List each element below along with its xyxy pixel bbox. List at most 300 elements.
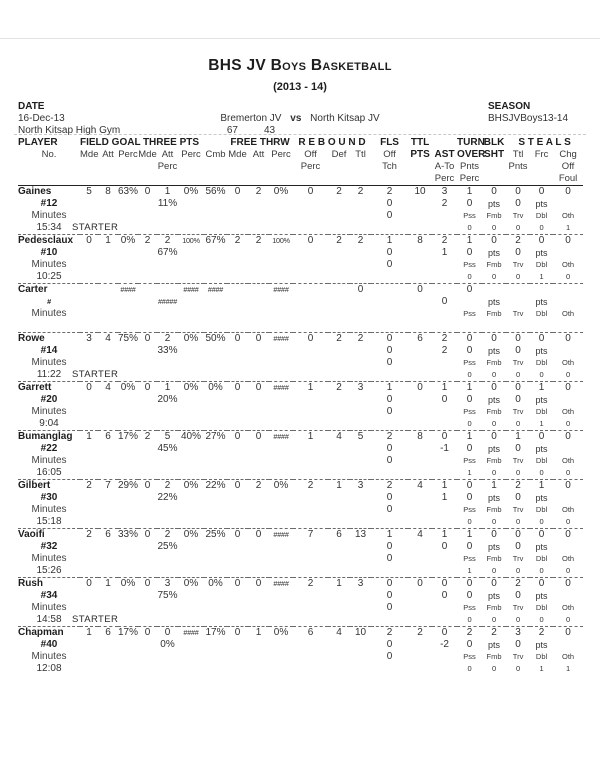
empty-cell: [269, 443, 293, 455]
turnover-type-value: 1: [539, 664, 544, 673]
empty-cell: [138, 369, 157, 382]
empty-cell: [350, 467, 371, 480]
home-score: 67: [226, 125, 238, 136]
empty-cell: [553, 639, 583, 651]
empty-cell: [118, 198, 138, 210]
turnover-type-value: 1: [467, 566, 472, 575]
stat-cell: 1: [457, 529, 482, 542]
stat-cell: 0: [138, 186, 157, 199]
pts-label: pts: [535, 493, 548, 503]
empty-cell: [204, 541, 227, 553]
stat-cell: 0: [457, 578, 482, 591]
empty-cell: [118, 271, 138, 284]
header-row: [18, 149, 583, 161]
empty-cell: [328, 651, 350, 663]
stat-cell: ####: [269, 284, 293, 297]
empty-cell: [178, 345, 204, 357]
stat-cell: 2: [293, 578, 328, 591]
page-title: BHS JV Boys Basketball: [208, 57, 392, 74]
stat-cell: 0%: [178, 186, 204, 199]
empty-cell: [506, 284, 530, 297]
empty-cell: [350, 308, 371, 320]
venue: North Kitsap High Gym: [18, 125, 121, 136]
empty-cell: [204, 406, 227, 418]
empty-cell: [227, 565, 248, 578]
empty-cell: [328, 271, 350, 284]
fouls-tch: 0: [386, 504, 393, 515]
turnover-type-value: 0: [467, 419, 472, 428]
player-row: [18, 565, 583, 578]
player-row: [18, 235, 583, 248]
pts-label: pts: [488, 542, 501, 552]
stat-cell: 29%: [118, 480, 139, 491]
empty-cell: [80, 541, 98, 553]
stat-cell: 1: [530, 480, 553, 493]
empty-cell: [178, 308, 204, 320]
empty-cell: [80, 345, 98, 357]
ast-to: 0: [441, 394, 448, 405]
player-row: [18, 247, 583, 259]
empty-cell: [227, 284, 248, 297]
header-cell: Perc: [181, 149, 201, 160]
empty-cell: [138, 541, 157, 553]
turnover-type-value: 0: [467, 272, 472, 281]
turnover-type-value: 0: [565, 566, 571, 575]
stat-cell: 0: [227, 529, 248, 542]
player-row: [18, 504, 583, 516]
empty-cell: [371, 271, 408, 284]
vs-label: vs: [290, 113, 302, 124]
player-row: [18, 651, 583, 663]
empty-cell: [248, 271, 269, 284]
stat-cell: 0: [482, 578, 506, 591]
empty-cell: [227, 418, 248, 431]
empty-cell: [138, 455, 157, 467]
stat-cell: 1: [457, 186, 482, 199]
stat-cell: 0: [138, 382, 157, 395]
stat-cell: 3: [80, 333, 98, 346]
empty-cell: [248, 284, 269, 297]
empty-cell: [506, 296, 530, 308]
empty-cell: [269, 394, 293, 406]
empty-cell: [328, 614, 350, 627]
stat-cell: 0: [138, 627, 157, 640]
minutes-label: Minutes: [31, 259, 67, 270]
stat-cell: 0: [293, 333, 328, 346]
stat-cell: 0: [553, 480, 583, 493]
empty-cell: [118, 320, 138, 333]
stat-cell: 2: [227, 235, 248, 248]
empty-cell: [98, 516, 118, 529]
empty-cell: [118, 394, 138, 406]
fouls-off: 0: [386, 198, 393, 209]
empty-cell: [269, 492, 293, 504]
starter-badge: STARTER: [72, 614, 119, 625]
stat-cell: 5: [157, 431, 178, 444]
empty-cell: [138, 394, 157, 406]
empty-cell: [482, 320, 506, 333]
empty-cell: [80, 467, 98, 480]
empty-cell: [328, 455, 350, 467]
header-cell: THREE PTS: [142, 137, 200, 148]
empty-cell: [328, 161, 350, 173]
stat-cell: 0: [530, 186, 553, 199]
player-row: [18, 627, 583, 640]
empty-cell: [328, 308, 350, 320]
empty-cell: [293, 467, 328, 480]
stat-cell: 0: [371, 578, 408, 591]
stat-cell: 2: [80, 480, 98, 493]
pts-label: pts: [488, 297, 501, 307]
pts-label: pts: [488, 248, 501, 258]
empty-cell: [138, 467, 157, 480]
empty-cell: [293, 516, 328, 529]
turnover-type-value: 0: [491, 223, 497, 232]
stat-cell: 5: [350, 431, 371, 444]
empty-cell: [80, 173, 98, 186]
player-name: Pedesclaux: [18, 235, 80, 248]
pts-label: pts: [535, 199, 548, 209]
empty-cell: [432, 369, 457, 382]
empty-cell: [408, 222, 432, 235]
player-row: [18, 663, 583, 675]
header-cell: A-To: [434, 161, 455, 172]
empty-cell: [80, 284, 98, 297]
empty-cell: [408, 271, 432, 284]
stat-cell: 33%: [118, 529, 139, 540]
header-cell: Mde: [80, 149, 99, 160]
player-name: Gilbert: [18, 480, 80, 493]
away-team: North Kitsap JV: [310, 113, 380, 124]
empty-cell: [227, 394, 248, 406]
empty-cell: [408, 602, 432, 614]
empty-cell: [248, 553, 269, 565]
date-value: 16-Dec-13: [18, 113, 65, 124]
matchup-line: [150, 113, 450, 136]
empty-cell: [80, 504, 98, 516]
turnover-points: 0: [466, 247, 473, 258]
empty-cell: [227, 504, 248, 516]
stat-cell: 2: [482, 627, 506, 640]
empty-cell: [553, 541, 583, 553]
empty-cell: [138, 663, 157, 675]
stat-cell: ####: [118, 284, 138, 297]
empty-cell: [248, 222, 269, 235]
stat-cell: ####: [269, 382, 293, 395]
stat-cell: 0: [506, 333, 530, 346]
turnover-type-label: Fmb: [486, 358, 502, 367]
empty-cell: [204, 492, 227, 504]
turnover-type-label: Oth: [562, 309, 575, 318]
empty-cell: [204, 590, 227, 602]
minutes-label: Minutes: [31, 455, 67, 466]
empty-cell: [350, 663, 371, 675]
empty-cell: [408, 247, 432, 259]
stat-cell: 2: [432, 235, 457, 248]
turnover-type-label: Trv: [512, 358, 524, 367]
empty-cell: [118, 590, 138, 602]
fouls-tch: 0: [386, 455, 393, 466]
player-name: Garrett: [18, 382, 80, 395]
three-att-perc: 75%: [157, 590, 178, 601]
empty-cell: [157, 271, 178, 284]
stat-cell: 3: [157, 578, 178, 591]
stat-cell: ####: [269, 578, 293, 591]
empty-cell: [138, 284, 157, 297]
stat-cell: 0: [227, 431, 248, 444]
empty-cell: [269, 455, 293, 467]
empty-cell: [178, 443, 204, 455]
empty-cell: [293, 198, 328, 210]
empty-cell: [269, 651, 293, 663]
empty-cell: [138, 565, 157, 578]
empty-cell: [482, 161, 506, 173]
turnover-points: 0: [466, 394, 473, 405]
pts-label: pts: [488, 346, 501, 356]
empty-cell: [350, 602, 371, 614]
stat-cell: 1: [530, 382, 553, 395]
empty-cell: [118, 492, 138, 504]
turnover-type-label: Dbl: [535, 358, 548, 367]
empty-cell: [371, 418, 408, 431]
empty-cell: [269, 639, 293, 651]
pts-label: pts: [535, 542, 548, 552]
empty-cell: [350, 357, 371, 369]
stat-cell: 3: [350, 578, 371, 591]
empty-cell: [248, 504, 269, 516]
empty-cell: [432, 418, 457, 431]
date-block: [18, 101, 120, 137]
empty-cell: [118, 553, 138, 565]
empty-cell: [227, 590, 248, 602]
header-cell: Att: [161, 149, 174, 160]
empty-cell: [80, 357, 98, 369]
player-row: [18, 320, 583, 333]
empty-cell: [269, 602, 293, 614]
empty-cell: [178, 418, 204, 431]
empty-cell: [118, 296, 138, 308]
fouls-off: 0: [386, 590, 393, 601]
empty-cell: [118, 161, 138, 173]
empty-cell: [293, 590, 328, 602]
player-row: [18, 394, 583, 406]
fouls-off: 0: [386, 443, 393, 454]
stat-cell: 17%: [118, 431, 139, 442]
turnover-type-value: 0: [491, 272, 497, 281]
stat-cell: 10: [408, 186, 432, 199]
stat-cell: 0: [530, 431, 553, 444]
stat-cell: 0%: [178, 480, 204, 493]
stat-cell: 4: [328, 627, 350, 640]
stat-cell: 1: [457, 431, 482, 444]
player-row: [18, 357, 583, 369]
stat-cell: 2: [328, 382, 350, 395]
empty-cell: [178, 198, 204, 210]
fouls-tch: 0: [386, 602, 393, 613]
empty-cell: [432, 467, 457, 480]
empty-cell: [408, 296, 432, 308]
stat-cell: 1: [157, 382, 178, 395]
empty-cell: [204, 651, 227, 663]
empty-cell: [80, 455, 98, 467]
stat-cell: 2: [157, 235, 178, 248]
turnover-type-label: Dbl: [535, 505, 548, 514]
home-team: Bremerton JV: [220, 113, 282, 124]
empty-cell: [328, 541, 350, 553]
empty-cell: [98, 541, 118, 553]
empty-cell: [328, 504, 350, 516]
empty-cell: [80, 565, 98, 578]
stat-cell: 0: [553, 431, 583, 444]
empty-cell: [80, 308, 98, 320]
header-cell: TTL: [410, 137, 430, 148]
empty-cell: [204, 198, 227, 210]
player-row: [18, 382, 583, 395]
empty-cell: [553, 443, 583, 455]
stat-cell: 0: [530, 333, 553, 346]
empty-cell: [293, 210, 328, 222]
player-name: Gaines: [18, 186, 80, 199]
empty-cell: [269, 161, 293, 173]
steal-points: 0: [515, 639, 521, 650]
empty-cell: [432, 259, 457, 271]
stat-cell: 8: [408, 235, 432, 248]
stat-cell: 67%: [205, 235, 226, 246]
empty-cell: [98, 455, 118, 467]
empty-cell: [178, 222, 204, 235]
empty-cell: [328, 296, 350, 308]
empty-cell: [248, 259, 269, 271]
stat-cell: 1: [293, 382, 328, 395]
empty-cell: [178, 492, 204, 504]
stat-cell: 1: [506, 431, 530, 444]
turnover-type-label: Oth: [562, 407, 575, 416]
player-name: Rowe: [18, 333, 80, 346]
empty-cell: [204, 271, 227, 284]
header-row: [18, 161, 583, 173]
stat-cell: 2: [157, 333, 178, 346]
season-label: SEASON: [488, 101, 531, 112]
empty-cell: [269, 614, 293, 627]
minutes-label: Minutes: [31, 553, 67, 564]
empty-cell: [98, 284, 118, 297]
stat-cell: 1: [98, 235, 118, 248]
stat-cell: 2: [248, 186, 269, 199]
stat-cell: 0: [248, 578, 269, 591]
stat-cell: 1: [371, 382, 408, 395]
empty-cell: [408, 210, 432, 222]
empty-cell: [293, 663, 328, 675]
empty-cell: [350, 320, 371, 333]
turnover-type-value: 1: [565, 664, 571, 673]
empty-cell: [248, 590, 269, 602]
stat-cell: 0: [227, 382, 248, 395]
ast-to: 2: [441, 198, 448, 209]
empty-cell: [350, 369, 371, 382]
empty-cell: [269, 247, 293, 259]
empty-cell: [432, 271, 457, 284]
empty-cell: [157, 369, 178, 382]
player-row: [18, 198, 583, 210]
empty-cell: [248, 467, 269, 480]
stat-cell: 0: [248, 431, 269, 444]
empty-cell: [227, 369, 248, 382]
empty-cell: [157, 602, 178, 614]
empty-cell: [227, 173, 248, 186]
header-cell: Off: [383, 149, 396, 160]
three-att-perc: #####: [158, 297, 177, 306]
header-cell: Cmb: [205, 149, 226, 160]
empty-cell: [269, 173, 293, 186]
stat-cell: 0%: [178, 333, 204, 346]
ast-to: 0: [441, 590, 448, 601]
header-cell: Ttl: [355, 149, 366, 160]
date-label: DATE: [18, 101, 45, 112]
empty-cell: [204, 296, 227, 308]
empty-cell: [227, 296, 248, 308]
stat-cell: 0: [553, 627, 583, 640]
stat-cell: 0%: [204, 578, 227, 591]
empty-cell: [350, 161, 371, 173]
stat-cell: ####: [204, 284, 227, 297]
empty-cell: [408, 565, 432, 578]
empty-cell: [432, 553, 457, 565]
empty-cell: [204, 161, 227, 173]
stat-cell: 0: [553, 333, 583, 346]
header-cell: No.: [41, 149, 57, 160]
empty-cell: [553, 345, 583, 357]
stat-cell: 0: [248, 333, 269, 346]
player-row: [18, 308, 583, 320]
empty-cell: [350, 455, 371, 467]
empty-cell: [227, 198, 248, 210]
empty-cell: [553, 198, 583, 210]
stat-cell: 0%: [204, 382, 227, 395]
player-row: [18, 516, 583, 529]
turnover-type-label: Pss: [463, 456, 476, 465]
empty-cell: [227, 639, 248, 651]
turnover-type-value: 0: [565, 615, 571, 624]
player-row: [18, 529, 583, 542]
empty-cell: [248, 308, 269, 320]
empty-cell: [269, 308, 293, 320]
player-row: [18, 590, 583, 602]
empty-cell: [350, 271, 371, 284]
empty-cell: [269, 418, 293, 431]
empty-cell: [408, 173, 432, 186]
header-cell: Mde: [138, 149, 157, 160]
empty-cell: [350, 198, 371, 210]
stat-cell: 1: [80, 627, 98, 640]
stat-cell: 0%: [269, 186, 293, 199]
turnover-points: 0: [466, 639, 473, 650]
header-cell: Att: [252, 149, 265, 160]
stat-cell: 0: [506, 186, 530, 199]
stat-cell: 0: [553, 186, 583, 199]
empty-cell: [432, 614, 457, 627]
header-cell: Perc: [459, 173, 480, 184]
empty-cell: [204, 222, 227, 235]
empty-cell: [293, 651, 328, 663]
empty-cell: [138, 320, 157, 333]
empty-cell: [157, 467, 178, 480]
empty-cell: [248, 639, 269, 651]
turnover-type-value: 0: [491, 370, 497, 379]
player-row: [18, 418, 583, 431]
empty-cell: [408, 651, 432, 663]
turnover-type-label: Fmb: [486, 603, 502, 612]
empty-cell: [328, 602, 350, 614]
